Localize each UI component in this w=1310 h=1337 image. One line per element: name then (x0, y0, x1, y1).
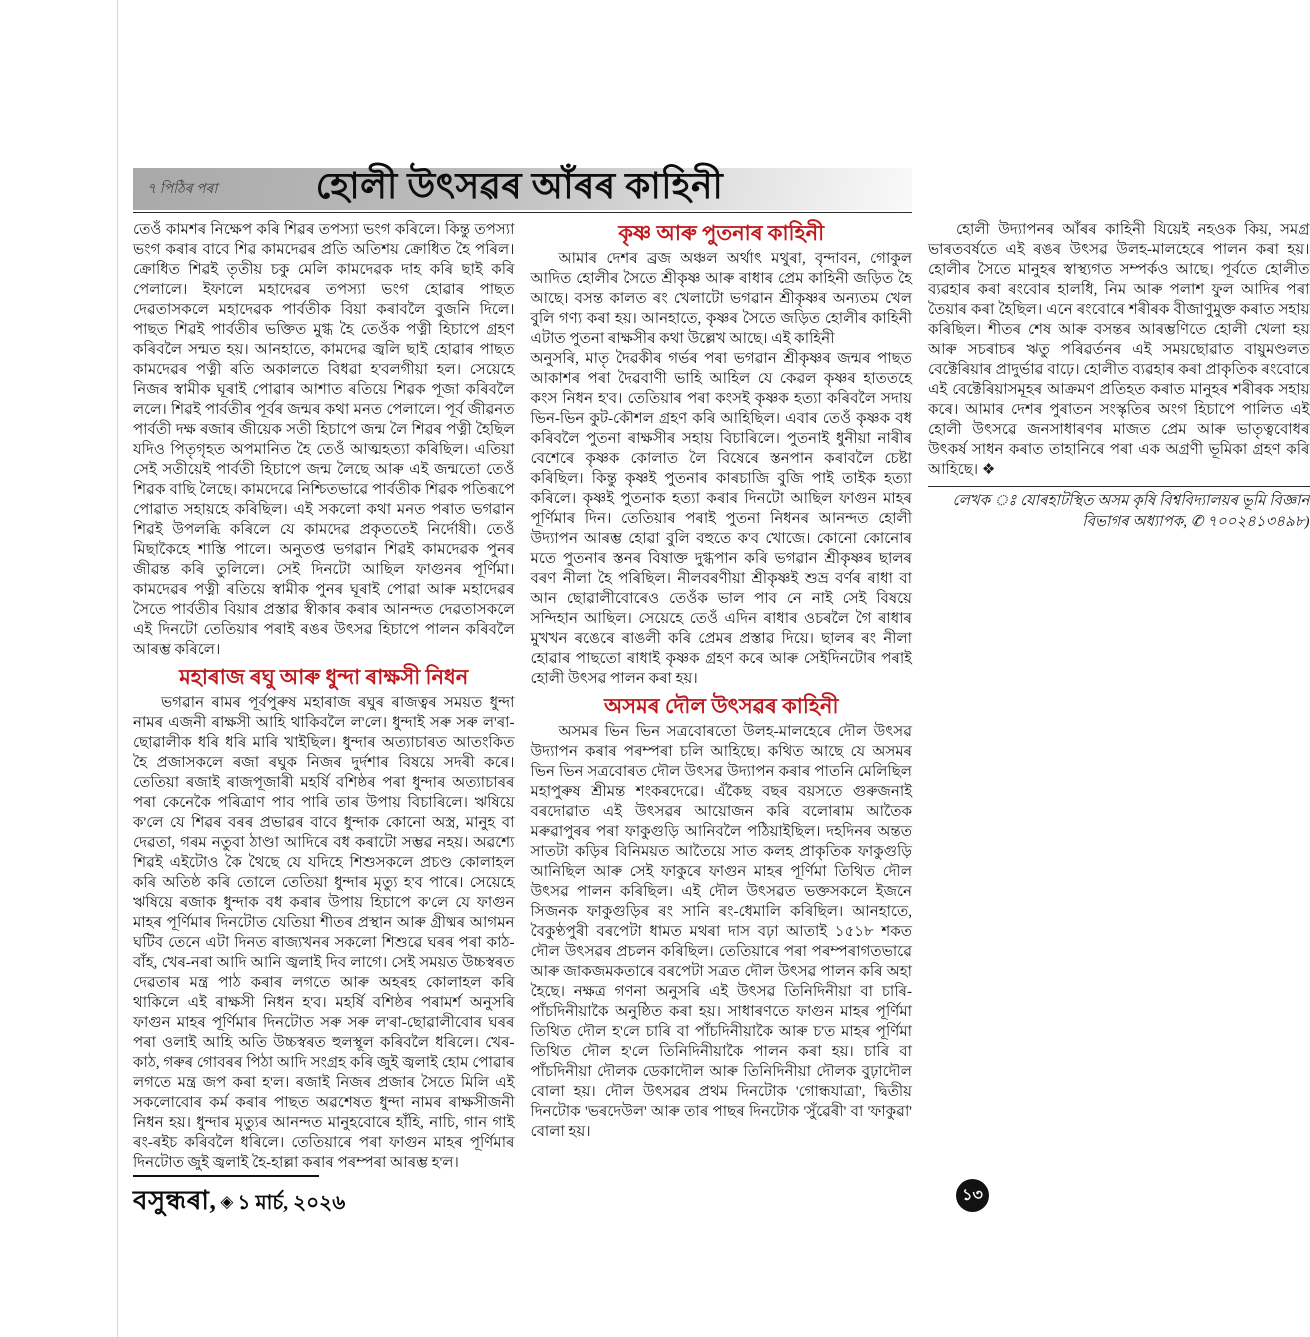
continued-from-kicker: ৭ পিঠিৰ পৰা (147, 182, 218, 197)
diamond-ornament-icon: ◈ (220, 1192, 234, 1211)
article-paragraph: ভগৱান ৰামৰ পূৰ্বপুৰুষ মহাৰাজ ৰঘুৰ ৰাজত্বৰ সময়ত ধুন্দা নামৰ এজনী ৰাক্ষসী আহি থাকিবলৈ ল'লে। ধুন্দাই সৰু সৰু ল'ৰা-ছোৱালীক ধৰি ধৰি মাৰি খাইছিল। ধুন্দাৰ অত্যাচাৰত আতংকিত হৈ প্ৰজাসকলে ৰজা ৰঘুক নিজৰ দুৰ্দশাৰ বিষয়ে সদৰী কৰে। তেতিয়া ৰজাই ৰাজপূজাৰী মহৰ্ষি বশিষ্ঠৰ পৰা ধুন্দাৰ অত্যাচাৰৰ পৰা কেনেকৈ পৰিত্ৰাণ পাব পাৰি তাৰ উপায় বিচাৰিলে। ঋষিয়ে ক'লে যে শিৱৰ বৰৰ প্ৰভাৱৰ বাবে ধুন্দাক কোনো অস্ত্ৰ, মানুহ বা দেৱতা, গৰম নতুবা ঠাণ্ডা আদিৰে বধ কৰাটো সম্ভৱ নহয়। অৱশ্যে শিৱই এইটোও কৈ থৈছে যে যদিহে শিশুসকলে প্ৰচণ্ড কোলাহল কৰি অতিষ্ঠ কৰি তোলে তেতিয়া ধুন্দাৰ মৃত্যু হ'ব পাৰে। সেয়েহে ঋষিয়ে ৰজাক ধুন্দাক বধ কৰাৰ উপায় হিচাপে ক'লে যে ফাগুন মাহৰ পূৰ্ণিমাৰ দিনটোত যেতিয়া শীতৰ প্ৰস্থান আৰু গ্ৰীষ্মৰ আগমন ঘটিব তেনে এটা দিনত ৰাজ্যখনৰ সকলো শিশুৱে ঘৰৰ পৰা কাঠ-বাঁহ, খেৰ-নৰা আদি আনি জ্বলাই দিব লাগে। সেই সময়ত উচ্চস্বৰত দেৱতাৰ মন্ত্ৰ পাঠ কৰাৰ লগতে আৰু অহৰহ কোলাহল কৰি থাকিলে এই ৰাক্ষসী নিধন হ'ব। মহৰ্ষি বশিষ্ঠৰ পৰামৰ্শ অনুসৰি ফাগুন মাহৰ পূৰ্ণিমাৰ দিনটোত সৰু সৰু ল'ৰা-ছোৱালীবোৰ ঘৰৰ পৰা ওলাই আহি অতি উচ্চস্বৰত হুলস্থূল কৰিবলৈ ধৰিলে। খেৰ-কাঠ, গৰুৰ গোবৰৰ পিঠা আদি সংগ্ৰহ কৰি জুই জ্বলাই হোম পোৱাৰ লগতে মন্ত্ৰ জপ কৰা হ'ল। ৰজাই নিজৰ প্ৰজাৰ সৈতে মিলি এই সকলোবোৰ কৰ্ম কৰাৰ পাছত অৱশেষত ধুন্দা নামৰ ৰাক্ষসীজনী নিধন হয়। ধুন্দাৰ মৃত্যুৰ আনন্দত মানুহবোৰে হাঁহি, নাচি, গান গাই ৰং-ৰইচ কৰিবলৈ ধৰিলে। তেতিয়াৰে পৰা ফাগুন মাহৰ পূৰ্ণিমাৰ দিনটোত জুই জ্বলাই হৈ-হাল্লা কৰাৰ পৰম্পৰা আৰম্ভ হ'ল। (133, 695, 515, 1171)
masthead: বসুন্ধৰা, (133, 1186, 217, 1215)
article-paragraph: তেওঁ কামশৰ নিক্ষেপ কৰি শিৱৰ তপস্যা ভংগ কৰিলে। কিন্তু তপস্যা ভংগ কৰাৰ বাবে শিৱ কামদেৱৰ প্ৰতি অতিশয় ক্ৰোধিত হৈ পৰিল। ক্ৰোধিত শিৱই তৃতীয় চকু মেলি কামদেৱক দাহ কৰি ছাই কৰি পেলালে। ইফালে মহাদেৱৰ তপস্যা ভংগ হোৱাৰ পাছত দেৱতাসকলে মহাদেৱক পাৰ্বতীক বিয়া কৰাবলৈ বুজনি দিলে। পাছত শিৱই পাৰ্বতীৰ ভক্তিত মুগ্ধ হৈ তেওঁক পত্নী হিচাপে গ্ৰহণ কৰিবলৈ সন্মত হয়। আনহাতে, কামদেৱ জ্বলি ছাই হোৱাৰ পাছত কামদেৱৰ পত্নী ৰতি অকালতে বিধৱা হ'বলগীয়া হল। সেয়েহে নিজৰ স্বামীক ঘূৰাই পোৱাৰ আশাত ৰতিয়ে শিৱক পূজা কৰিবলৈ ললে। শিৱই পাৰ্বতীৰ পূৰ্বৰ জন্মৰ কথা মনত পেলালে। পূৰ্ব জীৱনত পাৰ্বতী দক্ষ ৰজাৰ জীয়েক সতী হিচাপে জন্ম লৈ শিৱৰ পত্নী হৈছিল যদিও পিতৃগৃহত অপমানিত হৈ তেওঁ আত্মহত্যা কৰিছিল। এতিয়া সেই সতীয়েই পাৰ্বতী হিচাপে জন্ম লৈছে আৰু এই জন্মতো তেওঁ শিৱক বাছি লৈছে। কামদেৱে নিশ্চিতভাৱে পাৰ্বতীক শিৱক পতিৰূপে পোৱাত সহায়হে কৰিছিল। এই সকলো কথা মনত পৰাত ভগৱান শিৱই উপলব্ধি কৰিলে যে কামদেৱ প্ৰকৃততেই নিৰ্দোষী। তেওঁ মিছাকৈহে শাস্তি পালে। অনুতপ্ত ভগৱান শিৱই কামদেৱক পুনৰ জীৱন্ত কৰি তুলিলে। সেই দিনটো আছিল ফাগুনৰ পূৰ্ণিমা। কামদেৱৰ পত্নী ৰতিয়ে স্বামীক পুনৰ ঘূৰাই পোৱা আৰু মহাদেৱৰ সৈতে পাৰ্বতীৰ বিয়াৰ প্ৰস্তাৱ স্বীকাৰ কৰাৰ আনন্দত দেৱতাসকলে এই দিনটো তেতিয়াৰ পৰাই ৰঙৰ উৎসৱ হিচাপে পালন কৰিবলৈ আৰম্ভ কৰিলে। (133, 222, 515, 658)
header-banner (133, 168, 912, 210)
author-note: লেখক ঃ যোৰহাটস্থিত অসম কৃষি বিশ্ববিদ্যালয়ৰ ভূমি বিজ্ঞান বিভাগৰ অধ্যাপক, ✆ ৭০০২৪১৩৪৯৮) (928, 486, 1310, 533)
newspaper-page (117, 0, 1310, 1337)
footer-masthead-line (133, 1180, 345, 1224)
article-body (133, 220, 1310, 1180)
section-heading: মহাৰাজ ৰঘু আৰু ধুন্দা ৰাক্ষসী নিধন (179, 665, 469, 689)
article-paragraph: অনুসৰি, মাতৃ দৈৱকীৰ গৰ্ভৰ পৰা ভগৱান শ্ৰীকৃষ্ণৰ জন্মৰ পাছত আকাশৰ পৰা দৈৱবাণী ভাহি আহিল যে কেৱল কৃষ্ণৰ হাততহে কংস নিধন হ'ব। তেতিয়াৰ পৰা কংসই কৃষ্ণক হত্যা কৰিবলৈ সদায় ভিন-ভিন কুট-কৌশল গ্ৰহণ কৰি আহিছিল। এবাৰ তেওঁ কৃষ্ণক বধ কৰিবলৈ পুতনা ৰাক্ষসীৰ সহায় বিচাৰিলে। পুতনাই ধুনীয়া নাৰীৰ বেশেৰে কৃষ্ণক কোলাত লৈ বিষেৰে স্তনপান কৰাবলৈ চেষ্টা কৰিছিল। কিন্তু কৃষ্ণই পুতনাৰ কাৰচাজি বুজি পাই তাইক হত্যা কৰিলে। কৃষ্ণই পুতনাক হত্যা কৰাৰ দিনটো আছিল ফাগুন মাহৰ পূৰ্ণিমাৰ দিন। তেতিয়াৰ পৰাই পুতনা নিধনৰ আনন্দত হোলী উদ্যাপন আৰম্ভ হোৱা বুলি বহুতে ক'ব খোজে। কোনো কোনোৰ মতে পুতনাৰ স্তনৰ বিষাক্ত দুগ্ধপান কৰি ভগৱান শ্ৰীকৃষ্ণৰ ছালৰ বৰণ নীলা হৈ পৰিছিল। নীলবৰণীয়া শ্ৰীকৃষ্ণই শুভ্ৰ বৰ্ণৰ ৰাধা বা আন ছোৱালীবোৰেও তেওঁক ভাল পাব নে নাই সেই বিষয়ে সন্দিহান আছিল। সেয়েহে তেওঁ এদিন ৰাধাৰ ওচৰলৈ গৈ ৰাধাৰ মুখখন ৰঙেৰে ৰাঙলী কৰি প্ৰেমৰ প্ৰস্তাৱ দিয়ে। ছালৰ ৰং নীলা হোৱাৰ পাছতো ৰাধাই কৃষ্ণক গ্ৰহণ কৰে আৰু সেইদিনটোৰ পৰাই হোলী উৎসৱ পালন কৰা হয়। (530, 351, 912, 687)
footer-divider (133, 1175, 319, 1177)
article-paragraph: হোলী উদ্যাপনৰ আঁৰৰ কাহিনী যিয়েই নহওক কিয়, সমগ্ৰ ভাৰতবৰ্ষতে এই ৰঙৰ উৎসৱ উলহ-মালহেৰে পালন কৰা হয়। হোলীৰ সৈতে মানুহৰ স্বাস্থ্যগত সম্পৰ্কও আছে। পূৰ্বতে হোলীত ব্যৱহাৰ কৰা ৰংবোৰ হালধি, নিম আৰু পলাশ ফুল আদিৰ পৰা তৈয়াৰ কৰা হৈছিল। এনে ৰংবোৰে শৰীৰক বীজাণুমুক্ত কৰাত সহায় কৰিছিল। শীতৰ শেষ আৰু বসন্তৰ আৰম্ভণিতে হোলী খেলা হয় আৰু সচৰাচৰ ঋতু পৰিৱৰ্তনৰ এই সময়ছোৱাত বায়ুমণ্ডলত বেক্টেৰিয়াৰ প্ৰাদুৰ্ভাৱ বাঢ়ে। হোলীত ব্যৱহাৰ কৰা প্ৰাকৃতিক ৰংবোৰে এই বেক্টেৰিয়াসমূহৰ আক্ৰমণ প্ৰতিহত কৰাত মানুহৰ শৰীৰক সহায় কৰে। আমাৰ দেশৰ পুৰাতন সংস্কৃতিৰ অংগ হিচাপে পালিত এই হোলী উৎসৱে জনসাধাৰণৰ মাজত প্ৰেম আৰু ভাতৃত্ববোধৰ উৎকৰ্ষ সাধন কৰাত তাহানিৰে পৰা এক অগ্ৰণী ভূমিকা গ্ৰহণ কৰি আহিছে। ❖ (928, 222, 1310, 478)
page-title: হোলী উৎসৱৰ আঁৰৰ কাহিনী (315, 166, 724, 206)
issue-date: ১ মাৰ্চ, ২০২৬ (237, 1192, 346, 1214)
header-divider (133, 212, 912, 213)
article-paragraph: অসমৰ ভিন ভিন সত্ৰবোৰতো উলহ-মালহেৰে দৌল উৎসৱ উদ্যাপন কৰাৰ পৰম্পৰা চলি আহিছে। কথিত আছে যে অসমৰ ভিন ভিন সত্ৰবোৰত দৌল উৎসৱ উদ্যাপন কৰাৰ পাতনি মেলিছিল মহাপুৰুষ শ্ৰীমন্ত শংকৰদেৱে। এঁকৈছ বছৰ বয়সতে গুৰুজনাই বৰদোৱাত এই উৎসৱৰ আয়োজন কৰি বলোৰাম আতৈক মৰুৱাপুৰৰ পৰা ফাকুগুড়ি আনিবলৈ পঠিয়াইছিল। দহদিনৰ অন্তত সাতটা কড়িৰ বিনিময়ত আতৈয়ে সাত কলহ প্ৰাকৃতিক ফাকুগুড়ি আনিছিল আৰু সেই ফাকুৰে ফাগুন মাহৰ পূৰ্ণিমা তিথিত দৌল উৎসৱ পালন কৰিছিল। এই দৌল উৎসৱত ভক্তসকলে ইজনে সিজনক ফাকুগুড়িৰ ৰং সানি ৰং-ধেমালি কৰিছিল। আনহাতে, বৈকুণ্ঠপুৰী বৰপেটা ধামত মথৰা দাস বঢ়া আতাই ১৫১৮ শকত দৌল উৎসৱৰ প্ৰচলন কৰিছিল। তেতিয়াৰে পৰা পৰম্পৰাগতভাৱে আৰু জাকজমকতাৰে বৰপেটা সত্ৰত দৌল উৎসৱ পালন কৰি অহা হৈছে। নক্ষত্ৰ গণনা অনুসৰি এই উৎসৱ তিনিদিনীয়া বা চাৰি-পাঁচদিনীয়াকৈ অনুষ্ঠিত কৰা হয়। সাধাৰণতে ফাগুন মাহৰ পূৰ্ণিমা তিথিত দৌল হ'লে চাৰি বা পাঁচদিনীয়াকৈ আৰু চ'ত মাহৰ পূৰ্ণিমা তিথিত দৌল হ'লে তিনিদিনীয়াকৈ পালন কৰা হয়। চাৰি বা পাঁচদিনীয়া দৌলক ডেকাদৌল আৰু তিনিদিনীয়া দৌলক বুঢ়াদৌল বোলা হয়। দৌল উৎসৱৰ প্ৰথম দিনটোক 'গোন্ধযাত্ৰা', দ্বিতীয় দিনটোক 'ভৰদেউল' আৰু তাৰ পাছৰ দিনটোক 'সুঁৱেৰী' বা 'ফাকুৱা' বোলা হয়। (530, 724, 912, 1140)
article-paragraph: আমাৰ দেশৰ ব্ৰজ অঞ্চল অৰ্থাৎ মথুৰা, বৃন্দাবন, গোকুল আদিত হোলীৰ সৈতে শ্ৰীকৃষ্ণ আৰু ৰাধাৰ প্ৰেম কাহিনী জড়িত হৈ আছে। বসন্ত কালত ৰং খেলাটো ভগৱান শ্ৰীকৃষ্ণৰ অন্যতম খেল বুলি গণ্য কৰা হয়। আনহাতে, কৃষ্ণৰ সৈতে জড়িত হোলীৰ কাহিনী এটাত পুতনা ৰাক্ষসীৰ কথা উল্লেখ আছে। এই কাহিনী (530, 251, 912, 347)
section-heading: কৃষ্ণ আৰু পুতনাৰ কাহিনী (618, 221, 825, 245)
section-heading: অসমৰ দৌল উৎসৱৰ কাহিনী (604, 694, 839, 718)
page-number-badge: ১৩ (956, 1179, 989, 1212)
